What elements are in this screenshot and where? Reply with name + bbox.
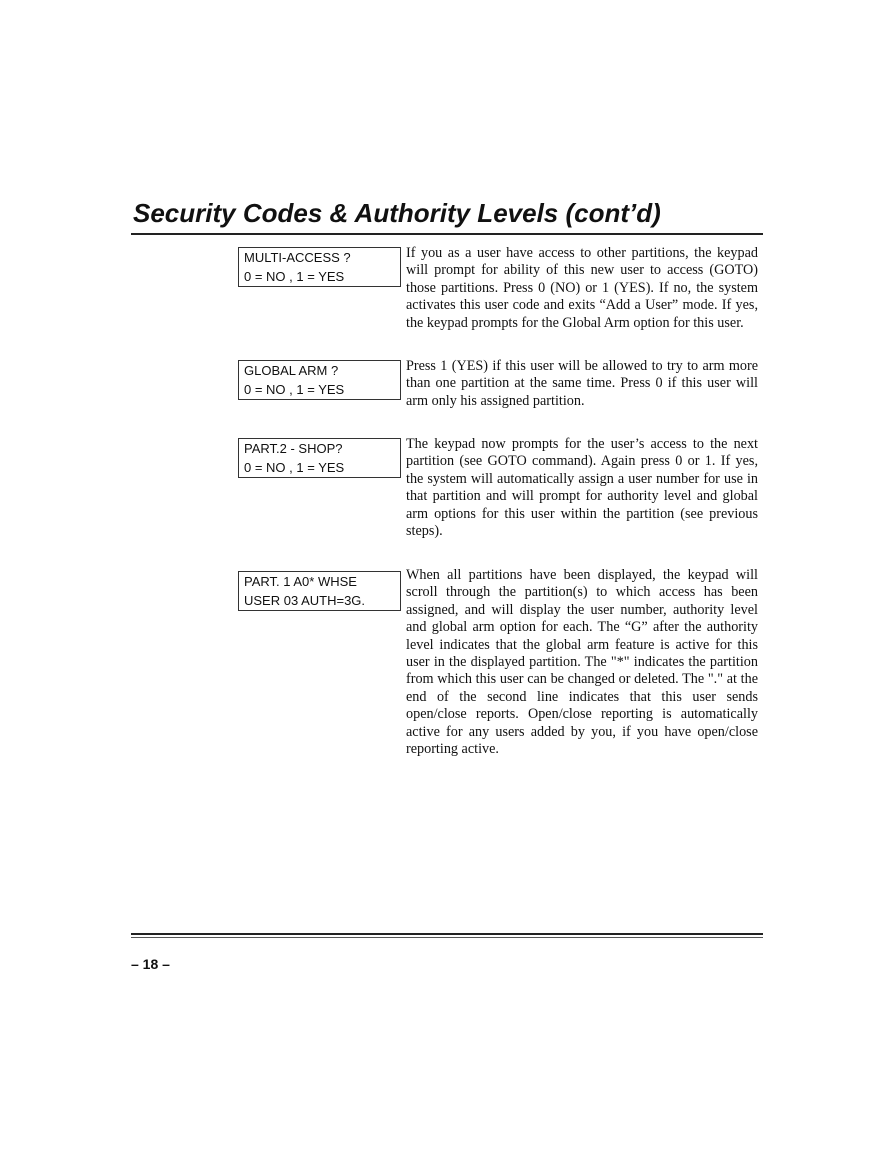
footer-divider	[131, 933, 763, 935]
paragraph-global-arm: Press 1 (YES) if this user will be allowed to try to arm more than one partition at the same time. Press 0 if this user will arm only his assigned partition.	[406, 358, 758, 409]
footer-divider-thin	[131, 937, 763, 938]
keypad-display-multi-access	[238, 247, 401, 287]
display-line-2: 0 = NO , 1 = YES	[244, 460, 345, 475]
display-line-1: PART. 1 A0* WHSE	[244, 574, 357, 589]
page-number: – 18 –	[131, 956, 170, 972]
display-line-2: USER 03 AUTH=3G.	[244, 593, 366, 608]
keypad-display-part2-shop	[238, 438, 401, 478]
paragraph-next-partition: The keypad now prompts for the user’s access to the next partition (see GOTO command). Again press 0 or 1. If yes, the system will automatically assign a user number for use in that partition and will prompt for authority level and global arm options for this user within the partition (see previous steps).	[406, 436, 758, 540]
paragraph-partition-scroll: When all partitions have been displayed, the keypad will scroll through the partition(s) to which access has been assigned, and will display the user number, authority level and global arm option for each. The “G” after the authority level indicates that the global arm feature is active for this user in the displayed partition. The "*" indicates the partition from which this user can be changed or deleted. The "." at the end of the second line indicates that this user sends open/close reports. Open/close reporting is automatically active for any users added by you, if you have open/close reporting active.	[406, 567, 758, 758]
display-line-1: PART.2 - SHOP?	[244, 441, 343, 456]
display-line-2: 0 = NO , 1 = YES	[244, 269, 345, 284]
keypad-display-global-arm	[238, 360, 401, 400]
display-line-2: 0 = NO , 1 = YES	[244, 382, 345, 397]
display-line-1: GLOBAL ARM ?	[244, 363, 339, 378]
display-line-1: MULTI-ACCESS ?	[244, 250, 351, 265]
page-title: Security Codes & Authority Levels (cont’d)	[133, 198, 661, 228]
paragraph-multi-access: If you as a user have access to other partitions, the keypad will prompt for ability of this new user to access (GOTO) those partitions. Press 0 (NO) or 1 (YES). If no, the system activates this user code and exits “Add a User” mode. If yes, the keypad prompts for the Global Arm option for this user.	[406, 245, 758, 331]
keypad-display-part1-whse	[238, 571, 401, 611]
title-divider	[131, 233, 763, 235]
